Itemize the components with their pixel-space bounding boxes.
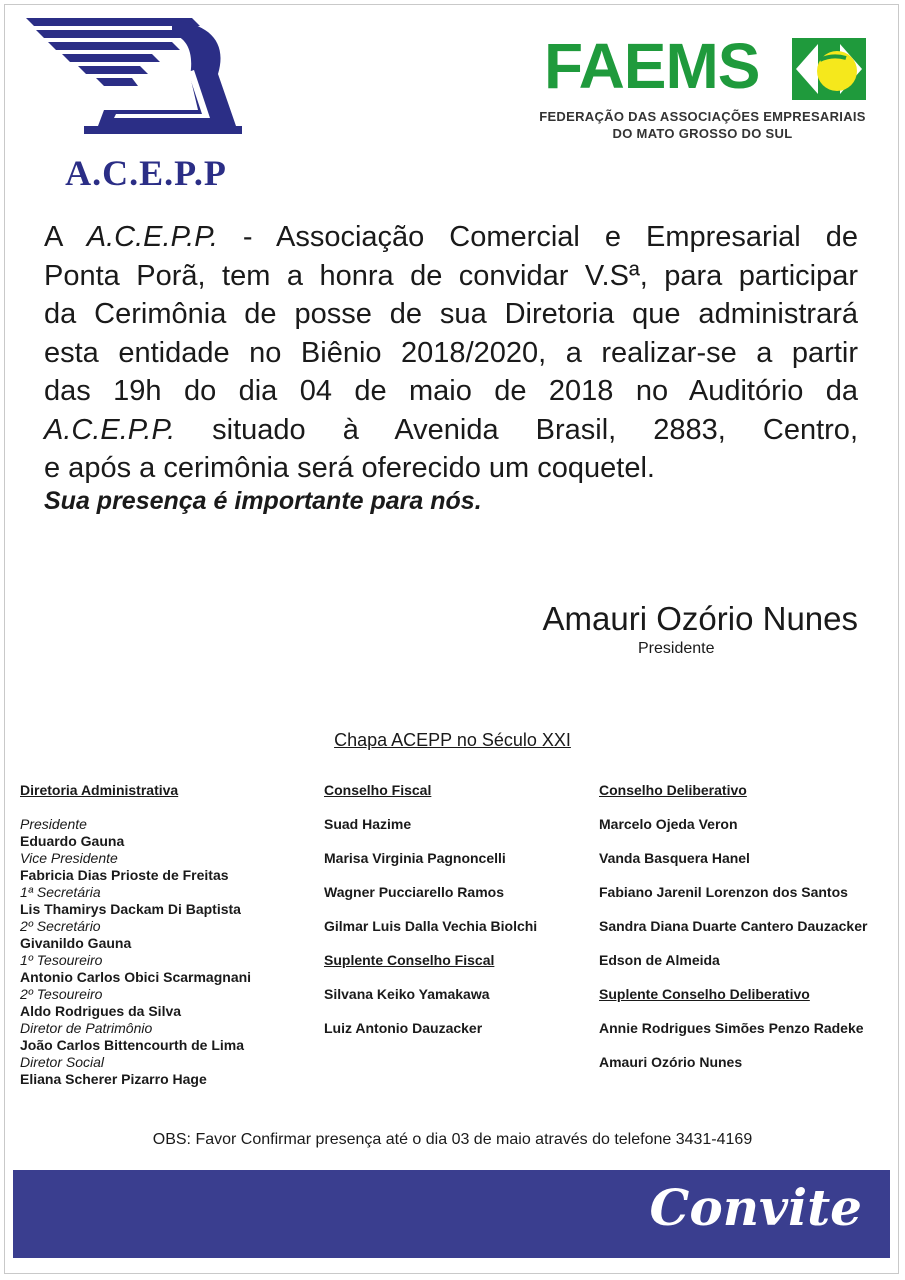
member-name: Givanildo Gauna <box>20 935 132 951</box>
faems-subtitle-line2: DO MATO GROSSO DO SUL <box>612 126 793 141</box>
member-name: Lis Thamirys Dackam Di Baptista <box>20 901 241 917</box>
invite-line: Ponta Porã, tem a honra de convidar V.Sª, para participar <box>44 259 858 292</box>
suplente-deliberativo-heading: Suplente Conselho Deliberativo <box>599 986 810 1002</box>
conselho-fiscal-heading: Conselho Fiscal <box>324 782 432 798</box>
invite-acronym: A.C.E.P.P. <box>86 221 218 253</box>
member-name: Marcelo Ojeda Veron <box>599 816 738 832</box>
member-role: Presidente <box>20 816 87 832</box>
convite-title: Convite <box>649 1178 862 1237</box>
member-name: Fabiano Jarenil Lorenzon dos Santos <box>599 884 848 900</box>
member-name: Luiz Antonio Dauzacker <box>324 1020 483 1036</box>
member-name: Antonio Carlos Obici Scarmagnani <box>20 969 252 985</box>
signer-name: Amauri Ozório Nunes <box>542 600 858 637</box>
member-role: Vice Presidente <box>20 850 118 866</box>
acepp-wing-emblem <box>22 14 246 139</box>
diretoria-heading: Diretoria Administrativa <box>20 782 179 798</box>
invite-text: A <box>44 221 87 253</box>
conselho-fiscal-column <box>324 782 537 1054</box>
member-name: Eliana Scherer Pizarro Hage <box>20 1071 207 1087</box>
member-name: Eduardo Gauna <box>20 833 125 849</box>
faems-subtitle-line1: FEDERAÇÃO DAS ASSOCIAÇÕES EMPRESARIAIS <box>539 109 866 124</box>
member-name: Silvana Keiko Yamakawa <box>324 986 490 1002</box>
invite-line: das 19h do dia 04 de maio de 2018 no Auditório da <box>44 375 858 407</box>
member-name: Marisa Virginia Pagnoncelli <box>324 850 506 866</box>
invite-acronym: A.C.E.P.P. <box>44 413 176 446</box>
member-name: João Carlos Bittencourth de Lima <box>20 1037 245 1053</box>
member-role: Diretor Social <box>20 1054 105 1070</box>
member-role: 1ª Secretária <box>20 884 101 900</box>
member-name: Sandra Diana Duarte Cantero Dauzacker <box>599 918 868 934</box>
acepp-logo <box>22 14 246 193</box>
member-name: Vanda Basquera Hanel <box>599 850 750 866</box>
chapa-title: Chapa ACEPP no Século XXI <box>334 730 571 750</box>
faems-emblem-icon <box>792 38 866 100</box>
obs-note: OBS: Favor Confirmar presença até o dia 03 de maio através do telefone 3431-4169 <box>152 1131 753 1148</box>
member-name: Amauri Ozório Nunes <box>599 1054 743 1070</box>
conselho-deliberativo-column <box>599 782 867 1088</box>
faems-logo-word: FAEMS <box>544 30 760 102</box>
member-name: Fabricia Dias Prioste de Freitas <box>20 867 229 883</box>
acepp-logo-text: A.C.E.P.P <box>65 153 227 193</box>
conselho-deliberativo-heading: Conselho Deliberativo <box>599 782 747 798</box>
convite-banner <box>13 1170 890 1258</box>
member-name: Aldo Rodrigues da Silva <box>20 1003 182 1019</box>
invite-text: - Associação Comercial e Empresarial de <box>217 221 858 253</box>
faems-subtitle <box>530 108 875 142</box>
tagline: Sua presença é importante para nós. <box>44 487 482 515</box>
invite-line <box>44 218 858 257</box>
signer-role: Presidente <box>638 640 715 657</box>
member-name: Edson de Almeida <box>599 952 720 968</box>
invite-line: da Cerimônia de posse de sua Diretoria que administrará <box>44 298 858 330</box>
member-name: Annie Rodrigues Simões Penzo Radeke <box>599 1020 864 1036</box>
invite-text: situado à Avenida Brasil, 2883, Centro, <box>175 413 858 446</box>
faems-logo <box>530 28 875 148</box>
member-role: Diretor de Patrimônio <box>20 1020 153 1036</box>
member-role: 2º Tesoureiro <box>20 986 103 1002</box>
invite-line: esta entidade no Biênio 2018/2020, a realizar-se a partir <box>44 336 858 369</box>
invite-line: e após a cerimônia será oferecido um coquetel. <box>44 452 655 484</box>
diretoria-column <box>20 782 251 1088</box>
member-role: 1º Tesoureiro <box>20 952 103 968</box>
invite-line <box>44 411 858 450</box>
member-role: 2º Secretário <box>20 918 101 934</box>
invitation-paragraph <box>44 218 858 488</box>
member-name: Suad Hazime <box>324 816 412 832</box>
suplente-fiscal-heading: Suplente Conselho Fiscal <box>324 952 495 968</box>
member-name: Wagner Pucciarello Ramos <box>324 884 504 900</box>
member-name: Gilmar Luis Dalla Vechia Biolchi <box>324 918 538 934</box>
